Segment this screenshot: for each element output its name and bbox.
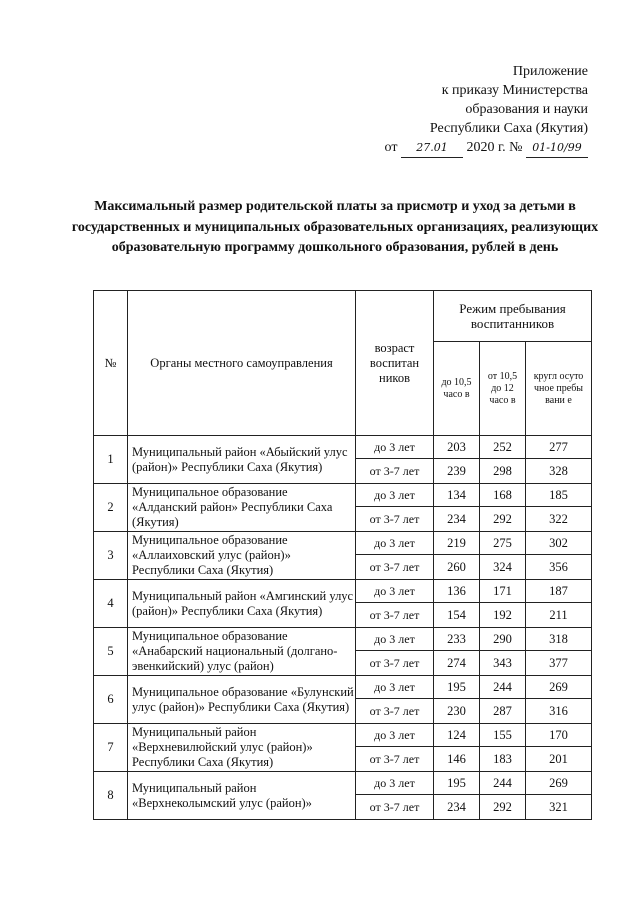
table-row: [94, 436, 592, 459]
municipality-name: Муниципальный район «Амгинский улус (район)» Республики Саха (Якутия): [128, 580, 356, 628]
age-group: до 3 лет: [356, 436, 434, 459]
table-row: [94, 628, 592, 651]
date-field: [401, 138, 463, 158]
fee-value: 322: [526, 507, 592, 532]
age-group: до 3 лет: [356, 724, 434, 747]
age-group: до 3 лет: [356, 532, 434, 555]
fee-value: 203: [434, 436, 480, 459]
fee-value: 377: [526, 651, 592, 676]
age-group: до 3 лет: [356, 772, 434, 795]
fee-value: 183: [480, 747, 526, 772]
row-number: 8: [94, 772, 128, 820]
fee-value: 298: [480, 459, 526, 484]
municipality-name: Муниципальное образование «Булунский улус (район)» Республики Саха (Якутия): [128, 676, 356, 724]
table-body: [94, 436, 592, 820]
table-row: [94, 676, 592, 699]
document-title: Максимальный размер родительской платы за присмотр и уход за детьми в государственных и муниципальных образовательных организациях, реализующих образовательную программу дошкольного образования, рублей в день: [71, 199, 599, 255]
fee-value: 192: [480, 603, 526, 628]
row-number: 1: [94, 436, 128, 484]
fee-value: 277: [526, 436, 592, 459]
header-age: возраст воспитан ников: [356, 291, 434, 436]
fee-value: 134: [434, 484, 480, 507]
age-group: от 3-7 лет: [356, 507, 434, 532]
age-group: от 3-7 лет: [356, 459, 434, 484]
table-row: [94, 580, 592, 603]
municipality-name: Муниципальный район «Абыйский улус (район)» Республики Саха (Якутия): [128, 436, 356, 484]
fee-value: 244: [480, 676, 526, 699]
fee-value: 136: [434, 580, 480, 603]
fee-value: 211: [526, 603, 592, 628]
age-group: до 3 лет: [356, 628, 434, 651]
age-group: до 3 лет: [356, 676, 434, 699]
fee-value: 274: [434, 651, 480, 676]
table-row: [94, 724, 592, 747]
header-mode-round-the-clock: кругл осуто чное пребы вани е: [526, 342, 592, 436]
fee-value: 292: [480, 507, 526, 532]
fee-value: 195: [434, 676, 480, 699]
header-line: Республики Саха (Якутия): [429, 121, 588, 136]
fee-value: 287: [480, 699, 526, 724]
age-group: от 3-7 лет: [356, 747, 434, 772]
fee-value: 154: [434, 603, 480, 628]
fee-value: 230: [434, 699, 480, 724]
table-row: [94, 772, 592, 795]
fee-value: 252: [480, 436, 526, 459]
age-group: от 3-7 лет: [356, 603, 434, 628]
table-row: [94, 532, 592, 555]
municipality-name: Муниципальное образование «Алданский район» Республики Саха (Якутия): [128, 484, 356, 532]
fee-value: 290: [480, 628, 526, 651]
header-mode-10-5-to-12: от 10,5 до 12 часо в: [480, 342, 526, 436]
header-number: №: [94, 291, 128, 436]
fee-value: 292: [480, 795, 526, 820]
fee-value: 219: [434, 532, 480, 555]
row-number: 7: [94, 724, 128, 772]
fee-value: 302: [526, 532, 592, 555]
municipality-name: Муниципальное образование «Анабарский национальный (долгано-эвенкийский) улус (район): [128, 628, 356, 676]
order-date-line: [385, 138, 588, 158]
age-group: до 3 лет: [356, 580, 434, 603]
fee-value: 356: [526, 555, 592, 580]
fee-value: 233: [434, 628, 480, 651]
fee-value: 260: [434, 555, 480, 580]
fee-value: 155: [480, 724, 526, 747]
header-line: образования и науки: [465, 102, 588, 117]
handwritten-date: 27.01: [416, 141, 448, 154]
fee-value: 195: [434, 772, 480, 795]
fee-value: 146: [434, 747, 480, 772]
age-group: до 3 лет: [356, 484, 434, 507]
fee-value: 316: [526, 699, 592, 724]
handwritten-order-number: 01-10/99: [532, 141, 582, 154]
fee-value: 269: [526, 772, 592, 795]
row-number: 3: [94, 532, 128, 580]
fee-value: 275: [480, 532, 526, 555]
age-group: от 3-7 лет: [356, 555, 434, 580]
fee-value: 234: [434, 795, 480, 820]
fee-value: 269: [526, 676, 592, 699]
fee-value: 168: [480, 484, 526, 507]
fee-value: 324: [480, 555, 526, 580]
fee-value: 171: [480, 580, 526, 603]
fee-value: 244: [480, 772, 526, 795]
fee-value: 234: [434, 507, 480, 532]
fee-value: 187: [526, 580, 592, 603]
fee-value: 328: [526, 459, 592, 484]
fee-value: 201: [526, 747, 592, 772]
age-group: от 3-7 лет: [356, 651, 434, 676]
fee-value: 318: [526, 628, 592, 651]
row-number: 6: [94, 676, 128, 724]
header-mode-upto-10-5: до 10,5 часо в: [434, 342, 480, 436]
header-line: Приложение: [512, 64, 588, 79]
municipality-name: Муниципальный район «Верхнеколымский улус (район)»: [128, 772, 356, 820]
fee-value: 321: [526, 795, 592, 820]
table-row: [94, 484, 592, 507]
header-mode: Режим пребывания воспитанников: [434, 291, 592, 342]
header-body: Органы местного самоуправления: [128, 291, 356, 436]
appendix-header: [385, 62, 588, 158]
date-year: 2020 г. №: [466, 140, 523, 155]
header-line: к приказу Министерства: [441, 83, 588, 98]
fee-value: 170: [526, 724, 592, 747]
fee-value: 124: [434, 724, 480, 747]
age-group: от 3-7 лет: [356, 699, 434, 724]
date-prefix: от: [384, 140, 398, 155]
fee-value: 239: [434, 459, 480, 484]
row-number: 2: [94, 484, 128, 532]
fee-value: 185: [526, 484, 592, 507]
row-number: 4: [94, 580, 128, 628]
age-group: от 3-7 лет: [356, 795, 434, 820]
fee-table: [93, 290, 592, 820]
municipality-name: Муниципальный район «Верхневилюйский улус (район)» Республики Саха (Якутия): [128, 724, 356, 772]
fee-value: 343: [480, 651, 526, 676]
municipality-name: Муниципальное образование «Аллаиховский улус (район)» Республики Саха (Якутия): [128, 532, 356, 580]
order-number-field: [526, 138, 588, 158]
row-number: 5: [94, 628, 128, 676]
